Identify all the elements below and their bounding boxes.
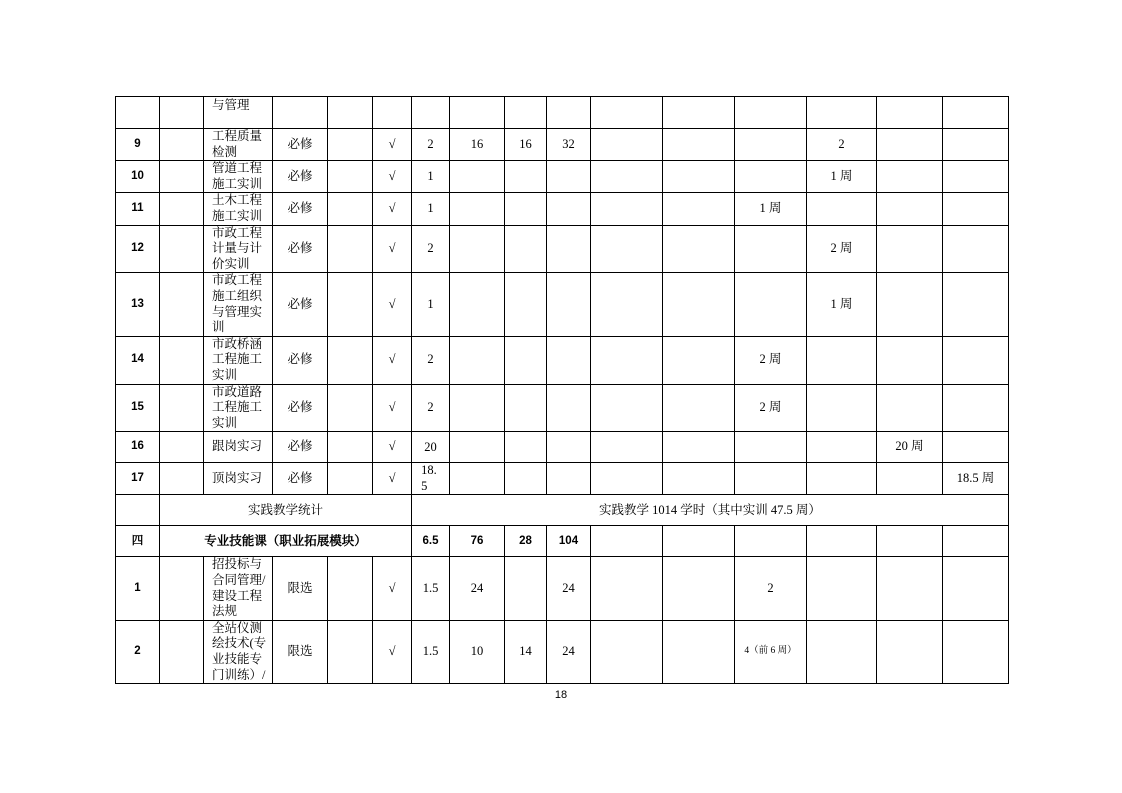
semester-4-cell (807, 463, 877, 495)
practice-summary-label: 实践教学统计 (160, 495, 412, 526)
assessment-mark-cell: √ (373, 463, 412, 495)
semester-6-cell (943, 336, 1009, 384)
course-type-cell: 必修 (273, 193, 328, 225)
total-hours-cell (547, 273, 591, 336)
course-name-cell: 市政道路 工程施工 实训 (204, 384, 273, 432)
semester-1-cell (591, 557, 663, 620)
credits-cell (412, 273, 450, 336)
semester-1-cell (591, 526, 663, 557)
practice-hours-cell (505, 193, 547, 225)
total-hours-cell (547, 463, 591, 495)
credits-cell (412, 384, 450, 432)
exam-mark-cell (328, 225, 373, 273)
semester-2-cell (663, 526, 735, 557)
semester-6-cell (943, 129, 1009, 161)
table-row (116, 161, 1009, 193)
semester-4-cell (807, 384, 877, 432)
semester-4-cell (807, 97, 877, 129)
practice-hours-cell (505, 225, 547, 273)
theory-hours-cell: 10 (450, 620, 505, 683)
course-name-cell: 工程质量 检测 (204, 129, 273, 161)
category-cell (160, 129, 204, 161)
practice-hours-cell: 14 (505, 620, 547, 683)
assessment-mark-cell: √ (373, 273, 412, 336)
practice-hours-cell (505, 432, 547, 463)
total-hours-cell (547, 97, 591, 129)
theory-hours-cell (450, 161, 505, 193)
module-total-hours: 104 (547, 526, 591, 557)
semester-5-cell (877, 384, 943, 432)
category-cell (160, 97, 204, 129)
row-number-cell: 12 (116, 225, 160, 273)
semester-6-cell (943, 225, 1009, 273)
course-name-cell: 全站仪测 绘技术(专 业技能专 门训练）/ (204, 620, 273, 683)
semester-5-cell (877, 526, 943, 557)
semester-3-cell: 2 (735, 557, 807, 620)
semester-6-cell: 18.5 周 (943, 463, 1009, 495)
exam-mark-cell (328, 620, 373, 683)
category-cell (160, 432, 204, 463)
row-number-cell: 17 (116, 463, 160, 495)
exam-mark-cell (328, 129, 373, 161)
credits-value: 18.5 (421, 463, 437, 493)
semester-2-cell (663, 161, 735, 193)
row-number-cell: 1 (116, 557, 160, 620)
course-type-cell: 必修 (273, 384, 328, 432)
row-number-cell: 16 (116, 432, 160, 463)
category-cell (160, 384, 204, 432)
table-row (116, 620, 1009, 683)
semester-5-cell (877, 225, 943, 273)
category-cell (160, 193, 204, 225)
course-type-cell: 必修 (273, 432, 328, 463)
assessment-mark-cell: √ (373, 384, 412, 432)
exam-mark-cell (328, 336, 373, 384)
assessment-mark-cell: √ (373, 620, 412, 683)
credits-value: 2 (427, 400, 434, 415)
elective-course-rows (116, 557, 1009, 684)
row-number-cell: 15 (116, 384, 160, 432)
semester-2-cell (663, 225, 735, 273)
exam-mark-cell (328, 97, 373, 129)
semester-6-cell (943, 273, 1009, 336)
assessment-mark-cell: √ (373, 432, 412, 463)
row-number-cell (116, 97, 160, 129)
category-cell (160, 620, 204, 683)
total-hours-cell (547, 432, 591, 463)
assessment-mark-cell (373, 97, 412, 129)
credits-value: 1.5 (422, 644, 439, 659)
semester-3-cell (735, 161, 807, 193)
theory-hours-cell (450, 463, 505, 495)
assessment-mark-cell: √ (373, 336, 412, 384)
course-name-cell: 市政桥涵 工程施工 实训 (204, 336, 273, 384)
credits-cell (412, 97, 450, 129)
semester-5-cell (877, 273, 943, 336)
table-row (116, 193, 1009, 225)
semester-3-cell: 1 周 (735, 193, 807, 225)
module-row (116, 526, 1009, 557)
theory-hours-cell (450, 193, 505, 225)
semester-5-cell (877, 193, 943, 225)
semester-4-cell (807, 432, 877, 463)
row-number-cell (116, 495, 160, 526)
course-type-cell: 必修 (273, 129, 328, 161)
practice-hours-cell (505, 161, 547, 193)
category-cell (160, 273, 204, 336)
course-type-cell: 必修 (273, 336, 328, 384)
credits-value: 2 (427, 136, 434, 151)
exam-mark-cell (328, 161, 373, 193)
assessment-mark-cell: √ (373, 557, 412, 620)
semester-2-cell (663, 432, 735, 463)
row-number-cell: 14 (116, 336, 160, 384)
required-course-rows (116, 97, 1009, 495)
course-type-cell: 必修 (273, 161, 328, 193)
credits-cell (412, 463, 450, 495)
semester-1-cell (591, 273, 663, 336)
semester-2-cell (663, 463, 735, 495)
row-number-cell: 2 (116, 620, 160, 683)
semester-3-cell (735, 432, 807, 463)
practice-hours-cell (505, 463, 547, 495)
practice-hours-cell (505, 557, 547, 620)
exam-mark-cell (328, 273, 373, 336)
semester-4-cell: 1 周 (807, 161, 877, 193)
total-hours-cell (547, 384, 591, 432)
semester-5-cell (877, 620, 943, 683)
exam-mark-cell (328, 432, 373, 463)
semester-1-cell (591, 161, 663, 193)
total-hours-cell: 24 (547, 557, 591, 620)
semester-6-cell (943, 432, 1009, 463)
exam-mark-cell (328, 384, 373, 432)
course-type-cell: 必修 (273, 463, 328, 495)
theory-hours-cell: 16 (450, 129, 505, 161)
semester-6-cell (943, 620, 1009, 683)
semester-4-cell: 2 (807, 129, 877, 161)
module-theory-hours: 76 (450, 526, 505, 557)
course-name-cell: 土木工程 施工实训 (204, 193, 273, 225)
table-row (116, 384, 1009, 432)
semester-4-cell (807, 620, 877, 683)
semester-4-cell (807, 193, 877, 225)
semester-6-cell (943, 526, 1009, 557)
course-type-cell: 限选 (273, 620, 328, 683)
credits-cell (412, 557, 450, 620)
credits-cell (412, 620, 450, 683)
category-cell (160, 463, 204, 495)
total-hours-cell (547, 161, 591, 193)
semester-6-cell (943, 161, 1009, 193)
total-hours-cell: 24 (547, 620, 591, 683)
course-type-cell: 限选 (273, 557, 328, 620)
credits-value: 20 (424, 439, 437, 454)
practice-summary-row (116, 495, 1009, 526)
credits-value: 1 (427, 169, 434, 184)
practice-hours-cell (505, 336, 547, 384)
semester-1-cell (591, 620, 663, 683)
semester-1-cell (591, 463, 663, 495)
semester-3-cell: 2 周 (735, 384, 807, 432)
assessment-mark-cell: √ (373, 225, 412, 273)
credits-cell (412, 225, 450, 273)
exam-mark-cell (328, 557, 373, 620)
assessment-mark-cell: √ (373, 193, 412, 225)
semester-6-cell (943, 557, 1009, 620)
semester-1-cell (591, 225, 663, 273)
credits-cell (412, 193, 450, 225)
semester-3-cell: 4（前 6 周） (735, 620, 807, 683)
module-title: 专业技能课（职业拓展模块） (160, 526, 412, 557)
semester-5-cell (877, 463, 943, 495)
semester-2-cell (663, 129, 735, 161)
table-row (116, 336, 1009, 384)
semester-5-cell: 20 周 (877, 432, 943, 463)
table-row (116, 557, 1009, 620)
semester-1-cell (591, 336, 663, 384)
page-number: 18 (554, 689, 568, 701)
course-name-cell: 市政工程 施工组织 与管理实 训 (204, 273, 273, 336)
semester-2-cell (663, 193, 735, 225)
row-number-cell: 11 (116, 193, 160, 225)
semester-5-cell (877, 97, 943, 129)
practice-hours-cell (505, 97, 547, 129)
credits-cell (412, 129, 450, 161)
theory-hours-cell (450, 384, 505, 432)
course-plan-table (115, 96, 1009, 684)
credits-value: 2 (427, 352, 434, 367)
category-cell (160, 557, 204, 620)
course-type-cell: 必修 (273, 225, 328, 273)
semester-3-cell: 2 周 (735, 336, 807, 384)
credits-value: 1 (427, 296, 434, 311)
semester-1-cell (591, 129, 663, 161)
theory-hours-cell (450, 336, 505, 384)
credits-cell (412, 336, 450, 384)
semester-1-cell (591, 432, 663, 463)
credits-value: 1 (427, 201, 434, 216)
semester-3-cell (735, 273, 807, 336)
course-name-cell: 招投标与 合同管理/ 建设工程 法规 (204, 557, 273, 620)
semester-3-cell (735, 463, 807, 495)
total-hours-cell: 32 (547, 129, 591, 161)
semester-2-cell (663, 336, 735, 384)
semester-4-cell (807, 557, 877, 620)
summary-rows (116, 495, 1009, 557)
practice-hours-cell (505, 273, 547, 336)
credits-value: 2 (427, 241, 434, 256)
theory-hours-cell (450, 97, 505, 129)
semester-2-cell (663, 620, 735, 683)
course-type-cell (273, 97, 328, 129)
practice-hours-cell: 16 (505, 129, 547, 161)
row-number-cell: 9 (116, 129, 160, 161)
table-row (116, 225, 1009, 273)
assessment-mark-cell: √ (373, 129, 412, 161)
semester-5-cell (877, 557, 943, 620)
table-row (116, 129, 1009, 161)
category-cell (160, 336, 204, 384)
module-practice-hours: 28 (505, 526, 547, 557)
practice-summary-value: 实践教学 1014 学时（其中实训 47.5 周） (412, 495, 1009, 526)
theory-hours-cell (450, 273, 505, 336)
table-row (116, 273, 1009, 336)
semester-3-cell (735, 97, 807, 129)
total-hours-cell (547, 225, 591, 273)
semester-3-cell (735, 129, 807, 161)
course-name-cell: 管道工程 施工实训 (204, 161, 273, 193)
semester-6-cell (943, 193, 1009, 225)
semester-4-cell (807, 336, 877, 384)
semester-4-cell: 2 周 (807, 225, 877, 273)
semester-6-cell (943, 384, 1009, 432)
assessment-mark-cell: √ (373, 161, 412, 193)
course-name-cell: 市政工程 计量与计 价实训 (204, 225, 273, 273)
semester-3-cell (735, 225, 807, 273)
course-type-cell: 必修 (273, 273, 328, 336)
total-hours-cell (547, 193, 591, 225)
semester-2-cell (663, 557, 735, 620)
semester-4-cell: 1 周 (807, 273, 877, 336)
semester-3-cell (735, 526, 807, 557)
table-row (116, 97, 1009, 129)
category-cell (160, 225, 204, 273)
module-number: 四 (116, 526, 160, 557)
credits-cell (412, 161, 450, 193)
theory-hours-cell (450, 225, 505, 273)
exam-mark-cell (328, 193, 373, 225)
course-name-cell: 顶岗实习 (204, 463, 273, 495)
module-credits: 6.5 (412, 526, 450, 557)
row-number-cell: 13 (116, 273, 160, 336)
semester-2-cell (663, 97, 735, 129)
semester-4-cell (807, 526, 877, 557)
theory-hours-cell: 24 (450, 557, 505, 620)
category-cell (160, 161, 204, 193)
table-row (116, 432, 1009, 463)
semester-5-cell (877, 336, 943, 384)
credits-value: 1.5 (422, 581, 439, 596)
semester-5-cell (877, 161, 943, 193)
semester-2-cell (663, 273, 735, 336)
semester-2-cell (663, 384, 735, 432)
total-hours-cell (547, 336, 591, 384)
course-name-cell: 跟岗实习 (204, 432, 273, 463)
practice-hours-cell (505, 384, 547, 432)
semester-1-cell (591, 384, 663, 432)
exam-mark-cell (328, 463, 373, 495)
credits-cell (412, 432, 450, 463)
semester-1-cell (591, 193, 663, 225)
course-name-cell: 与管理 (204, 97, 273, 129)
table-row (116, 463, 1009, 495)
row-number-cell: 10 (116, 161, 160, 193)
semester-5-cell (877, 129, 943, 161)
semester-1-cell (591, 97, 663, 129)
theory-hours-cell (450, 432, 505, 463)
semester-6-cell (943, 97, 1009, 129)
